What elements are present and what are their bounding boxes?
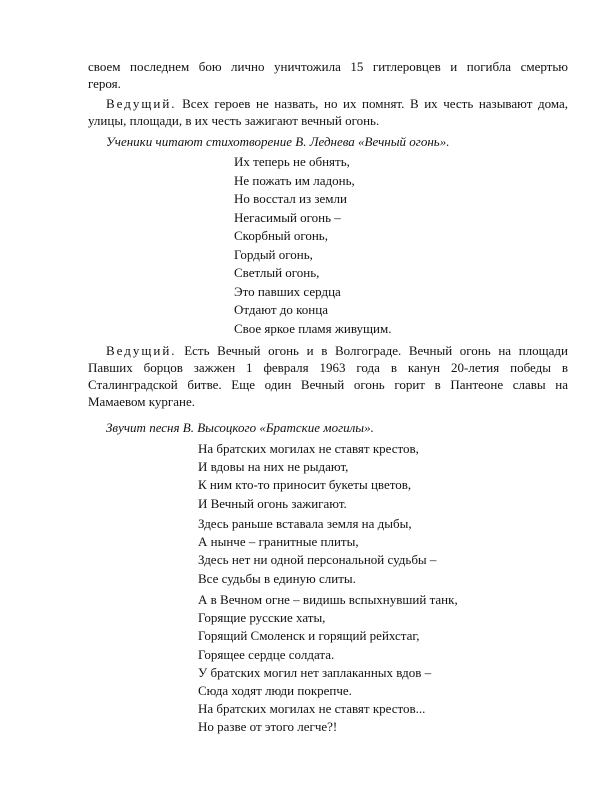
text-span: Есть Вечный огонь и в Волгограде. Вечный огонь на площади [176,343,568,358]
paragraph-heroine [88,58,568,92]
verse-line: Светлый огонь, [234,265,320,280]
verse-line: На братских могилах не ставят крестов... [198,701,426,717]
verse-line: Все судьбы в единую слиты. [198,570,356,586]
verse-line: И вдовы на них не рыдают, [198,459,349,475]
speaker-label: Ведущий. [106,96,177,111]
poem-eternal-flame [234,153,391,338]
text-line [88,342,568,359]
verse-line: А нынче – гранитные плиты, [198,534,359,550]
paragraph-host-1 [88,95,568,129]
verse-line: Здесь раньше вставала земля на дыбы, [198,516,412,531]
stage-direction-poem: Ученики читают стихотворение В. Леднева «Вечный огонь». [106,134,450,149]
verse-line: Это павших сердца [234,283,341,299]
verse-line: Горящее сердце солдата. [198,646,335,662]
song-stanza-1 [198,440,419,513]
text-line [88,95,568,112]
verse-line: Сюда ходят люди покрепче. [198,683,352,699]
verse-line: Гордый огонь, [234,246,313,262]
text-line: своем последнем бою лично уничтожила 15 гитлеровцев и погибла смертью [88,59,568,74]
text-span: Всех героев не назвать, но их помнят. В их честь называют дома, [176,96,568,111]
verse-line: Горящий Смоленск и горящий рейхстаг, [198,628,420,644]
verse-line: А в Вечном огне – видишь вспыхнувший танк, [198,592,458,607]
song-stanza-3 [198,591,458,737]
verse-line: Здесь нет ни одной персональной судьбы – [198,552,437,568]
text-line: улицы, площади, в их честь зажигают вечный огонь. [88,113,380,128]
verse-line: Не пожать им ладонь, [234,172,355,188]
text-line: Мамаевом кургане. [88,394,195,409]
text-line: Сталинградской битве. Еще один Вечный огонь горит в Пантеоне славы на [88,377,568,392]
stage-direction-song: Звучит песня В. Высоцкого «Братские могилы». [106,420,374,435]
verse-line: Свое яркое пламя живущим. [234,320,392,336]
text-line: героя. [88,76,121,91]
verse-line: Но восстал из земли [234,191,347,206]
verse-line: Горящие русские хаты, [198,610,326,626]
verse-line: Негасимый огонь – [234,209,341,225]
verse-line: На братских могилах не ставят крестов, [198,441,419,456]
verse-line: Скорбный огонь, [234,228,328,243]
verse-line: Но разве от этого легче?! [198,719,338,735]
song-stanza-2 [198,515,436,588]
verse-line: Их теперь не обнять, [234,154,350,169]
verse-line: Отдают до конца [234,302,328,317]
verse-line: И Вечный огонь зажигают. [198,495,347,511]
speaker-label: Ведущий. [106,343,177,358]
paragraph-host-2 [88,342,568,410]
verse-line: У братских могил нет заплаканных вдов – [198,664,432,680]
verse-line: К ним кто-то приносит букеты цветов, [198,477,412,493]
text-line: Павших борцов зажжен 1 февраля 1963 года в канун 20-летия победы в [88,360,568,375]
